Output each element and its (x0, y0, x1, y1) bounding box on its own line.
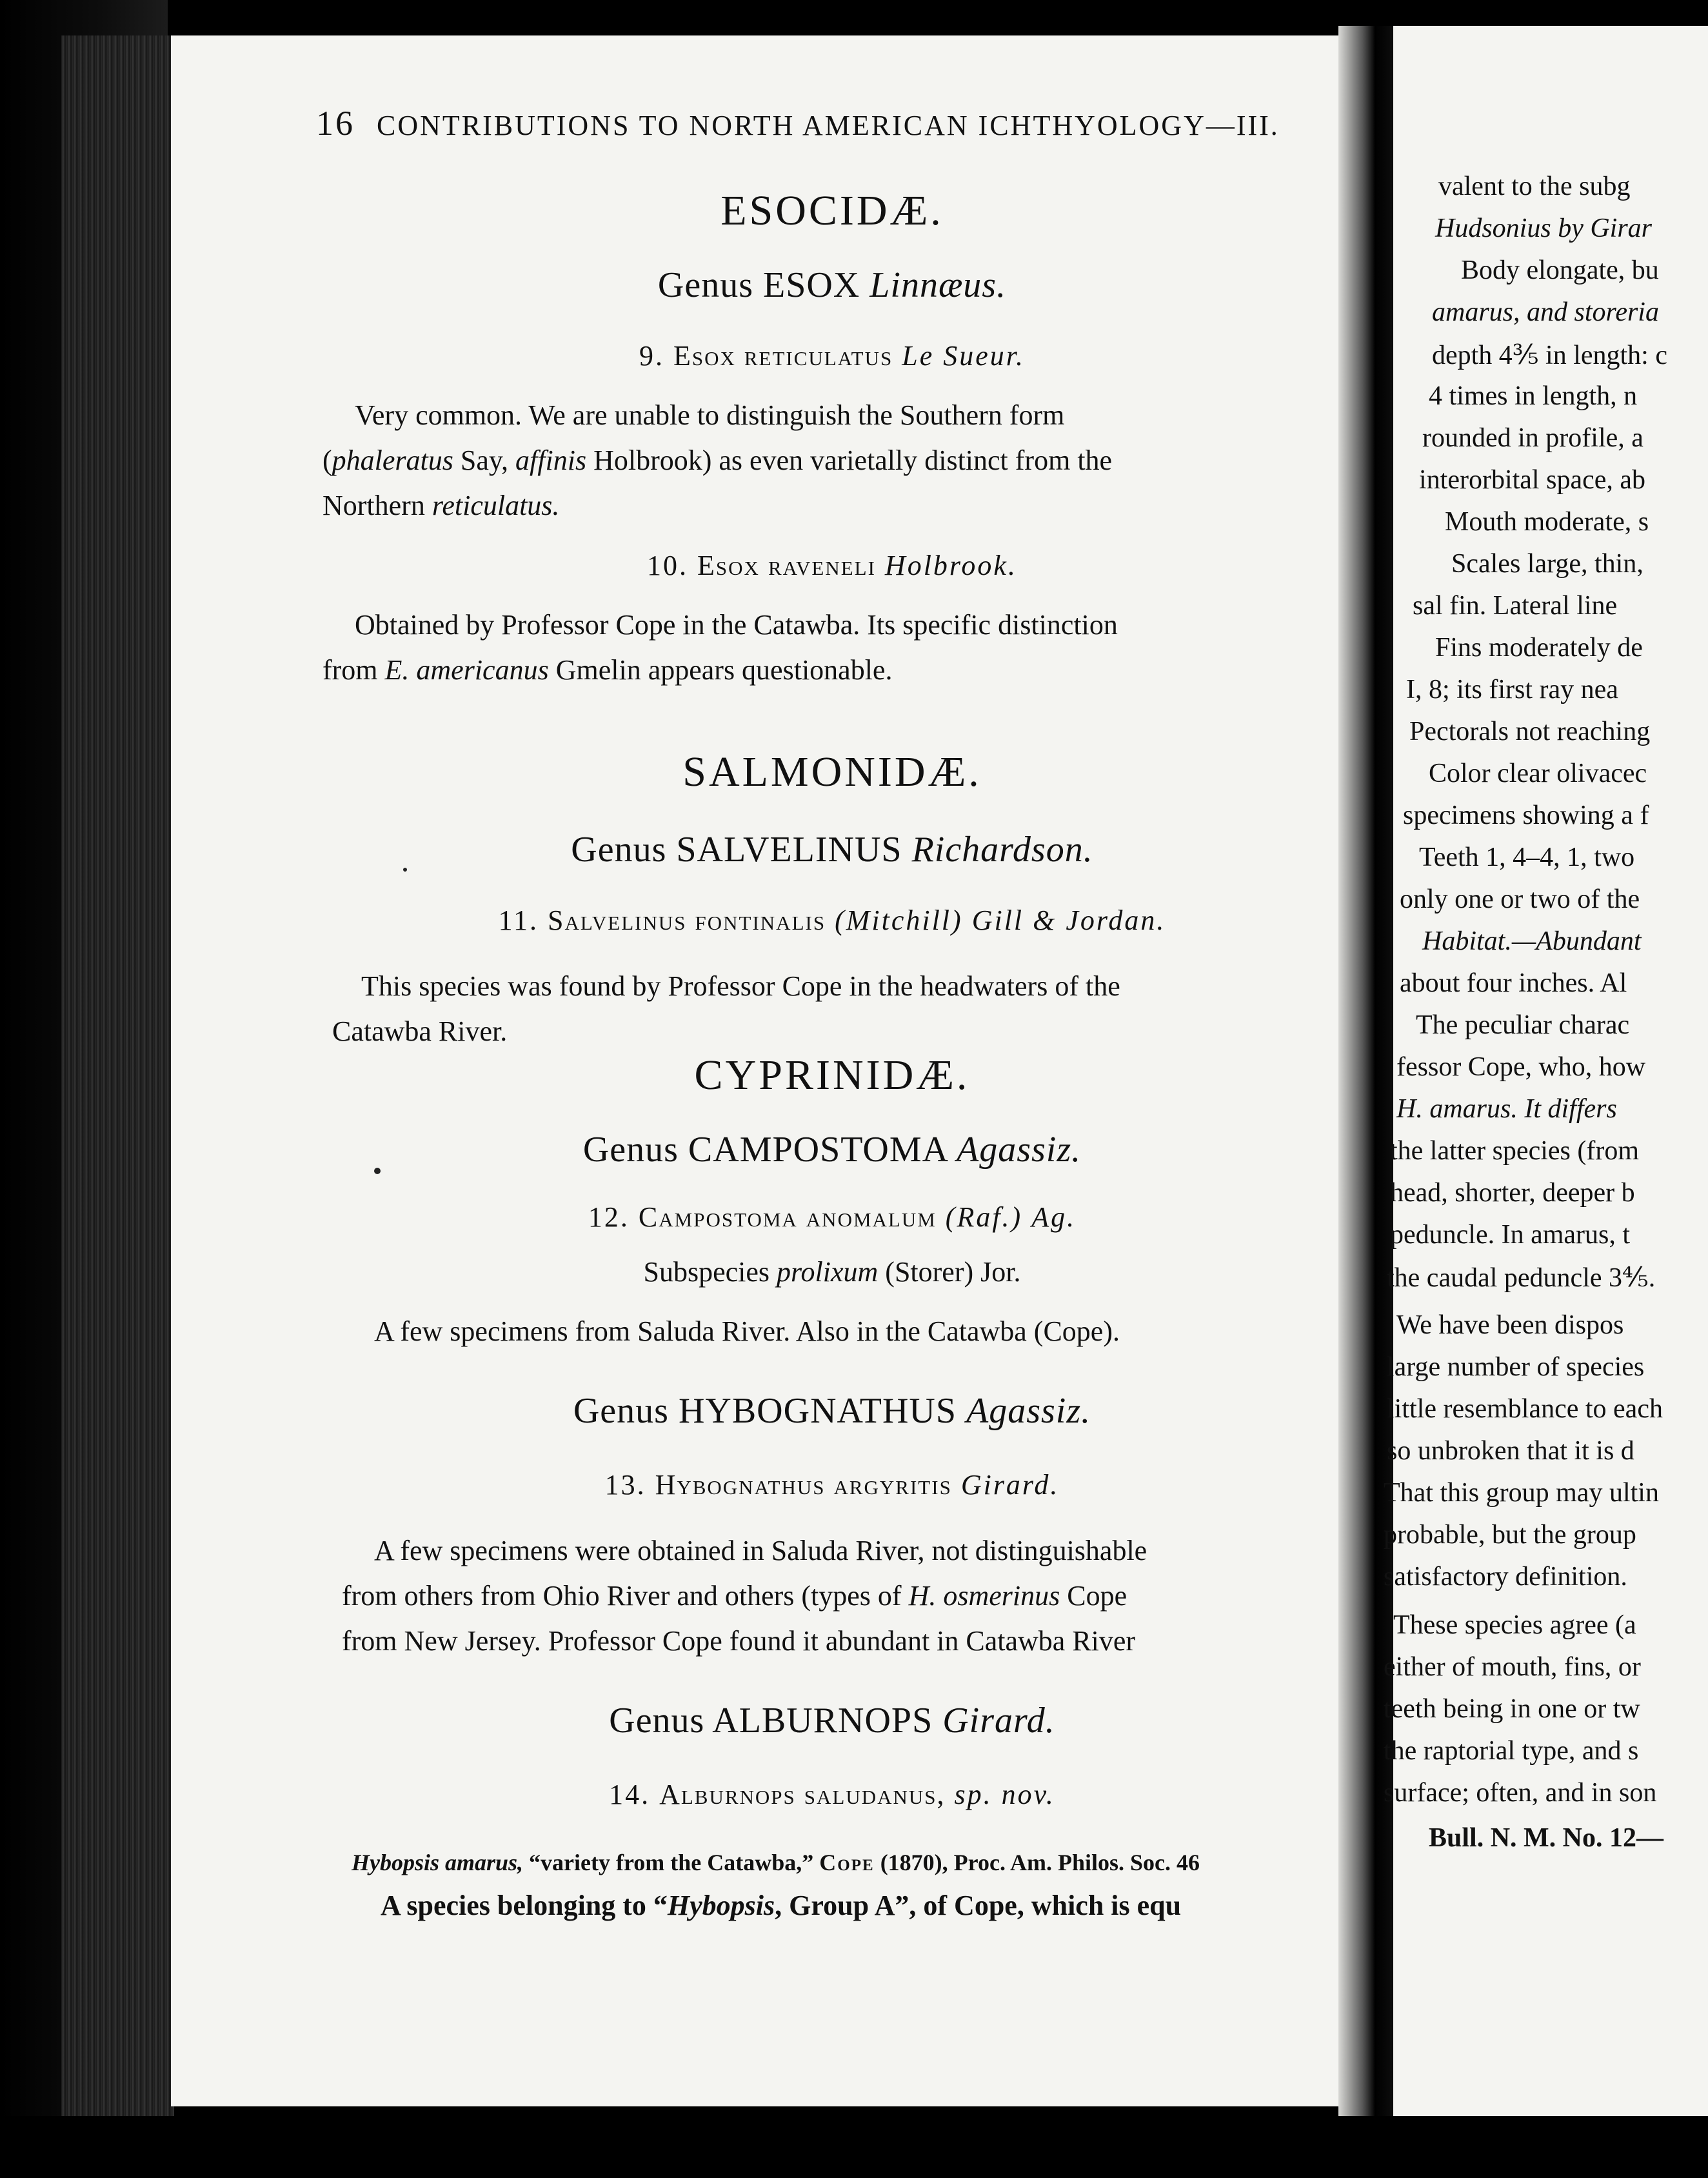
right-page-line: the raptorial type, and s (1384, 1736, 1639, 1766)
species-number: 9. (639, 340, 664, 372)
species-heading-10 (323, 542, 1342, 590)
species-name: Campostoma anomalum (638, 1201, 937, 1233)
text-run-italic: E. americanus (384, 654, 549, 686)
right-page-line: Bull. N. M. No. 12— (1429, 1823, 1664, 1853)
text-run-italic: Hybopsis amarus, (352, 1850, 524, 1875)
right-page-line: teeth being in one or tw (1384, 1694, 1640, 1724)
synonymy-line (352, 1839, 1371, 1886)
right-page-line: We have been dispos (1396, 1310, 1624, 1340)
scan-border-bottom (0, 2116, 1708, 2178)
paragraph-line (323, 439, 1342, 483)
paragraph-line: A few specimens were obtained in Saluda River, not distinguishable (374, 1535, 1147, 1566)
right-page-line: fessor Cope, who, how (1396, 1052, 1646, 1082)
paragraph-line: Catawba River. (332, 1015, 508, 1047)
text-run: from (323, 654, 385, 686)
family-heading-esocidae: ESOCIDÆ. (720, 187, 944, 234)
family-heading-salmonidae: SALMONIDÆ. (682, 748, 982, 795)
text-run: A species belonging to “ (381, 1890, 668, 1921)
species-number: 13. (604, 1469, 646, 1501)
right-page-line: valent to the subg (1438, 172, 1631, 201)
paragraph-line: Very common. We are unable to distinguish the Southern form (355, 399, 1065, 431)
paragraph-line: This species was found by Professor Cope in the headwaters of the (361, 970, 1120, 1002)
paragraph-line (342, 1574, 1342, 1618)
right-page-line: depth 4⅗ in length: c (1432, 341, 1667, 370)
right-page-line: rounded in profile, a (1422, 423, 1643, 453)
subspecies-line (323, 1248, 1342, 1296)
right-page-line: These species agree (a (1393, 1610, 1636, 1640)
text-run: Subspecies (643, 1256, 777, 1288)
text-run: (1870), Proc. Am. Philos. Soc. 46 (874, 1850, 1200, 1875)
genus-heading-campostoma (323, 1126, 1342, 1174)
right-page-line: Fins moderately de (1435, 633, 1643, 663)
text-run: Cope (819, 1850, 875, 1875)
genus-name: Genus HYBOGNATHUS (573, 1391, 957, 1431)
right-page-line: Scales large, thin, (1451, 549, 1643, 579)
genus-heading-esox (323, 261, 1342, 309)
print-speck (403, 868, 407, 872)
right-page-line: That this group may ultin (1384, 1478, 1659, 1508)
book-gutter (1338, 26, 1400, 2129)
species-author: Ag. (1031, 1201, 1077, 1233)
genus-heading-salvelinus (323, 826, 1342, 874)
right-page-line: Mouth moderate, s (1445, 507, 1649, 537)
paragraph-line (381, 1884, 1329, 1928)
species-name: Salvelinus fontinalis (547, 904, 826, 936)
right-page-line: Hudsonius by Girar (1435, 214, 1653, 243)
species-author: (Raf.) (945, 1201, 1023, 1233)
right-page-line: head, shorter, deeper b (1390, 1178, 1635, 1208)
text-run-italic: phaleratus (332, 445, 453, 476)
right-page-line: The peculiar charac (1416, 1010, 1630, 1040)
right-page-line: interorbital space, ab (1419, 465, 1646, 495)
right-page-line: either of mouth, fins, or (1384, 1652, 1641, 1682)
right-page-line: sal fin. Lateral line (1413, 591, 1618, 621)
right-page-line: Color clear olivacec (1429, 759, 1647, 788)
right-page-line: surface; often, and in son (1384, 1778, 1657, 1808)
species-author: Holbrook. (884, 550, 1017, 581)
right-page-line: I, 8; its first ray nea (1406, 675, 1618, 704)
text-run: “variety from the Catawba,” (523, 1850, 820, 1875)
genus-name: Genus SALVELINUS (571, 830, 902, 870)
print-speck (374, 1168, 381, 1174)
species-author: Girard. (960, 1469, 1060, 1501)
paragraph-line (323, 648, 1342, 692)
species-heading-11 (323, 897, 1342, 944)
genus-author: Richardson. (911, 830, 1093, 870)
species-heading-13 (323, 1461, 1342, 1509)
species-author: Gill & Jordan. (971, 904, 1166, 936)
species-name: Esox reticulatus (673, 340, 893, 372)
genus-author: Agassiz. (957, 1130, 1082, 1170)
right-page-line: the latter species (from (1390, 1136, 1639, 1166)
right-page-line: little resemblance to each (1387, 1394, 1663, 1424)
text-run-italic: H. osmerinus (908, 1580, 1060, 1612)
right-page-line: peduncle. In amarus, t (1390, 1220, 1631, 1250)
right-page-line: satisfactory definition. (1384, 1562, 1627, 1592)
paragraph-line: from New Jersey. Professor Cope found it abundant in Catawba River (342, 1625, 1136, 1657)
text-run: (Storer) Jor. (878, 1256, 1021, 1288)
text-run: ( (323, 445, 332, 476)
text-run-italic: reticulatus. (432, 490, 560, 521)
paragraph-line (323, 484, 1342, 528)
genus-author: Agassiz. (966, 1391, 1091, 1431)
running-title: CONTRIBUTIONS TO NORTH AMERICAN ICHTHYOLOGY—III. (377, 110, 1280, 141)
right-page-line: amarus, and storeria (1432, 297, 1659, 327)
page-number: 16 (316, 104, 355, 143)
species-heading-14 (323, 1771, 1342, 1819)
species-heading-12 (323, 1194, 1342, 1241)
genus-name: Genus ESOX (657, 265, 860, 305)
text-run: Say, (453, 445, 516, 476)
text-run: from others from Ohio River and others (types of (342, 1580, 909, 1612)
species-number: 10. (647, 550, 689, 581)
right-page-line: so unbroken that it is d (1387, 1436, 1634, 1466)
right-page-line: Pectorals not reaching (1409, 717, 1651, 746)
text-run: Cope (1060, 1580, 1127, 1612)
species-author: Le Sueur. (902, 340, 1026, 372)
paragraph-line: Obtained by Professor Cope in the Catawba. Its specific distinction (355, 609, 1118, 641)
genus-author: Linnæus. (869, 265, 1007, 305)
right-page-line: Habitat.—Abundant (1422, 926, 1642, 956)
text-run: Gmelin appears questionable. (548, 654, 893, 686)
family-heading-cyprinidae: CYPRINIDÆ. (694, 1052, 970, 1099)
genus-heading-alburnops (323, 1697, 1342, 1744)
text-run: Holbrook) as even varietally distinct from the (586, 445, 1113, 476)
text-run-italic: Hybopsis (667, 1890, 775, 1921)
text-run: , Group A”, of Cope, which is equ (775, 1890, 1182, 1921)
right-page-line: H. amarus. It differs (1396, 1094, 1617, 1124)
genus-heading-hybognathus (323, 1387, 1342, 1435)
right-page-line: only one or two of the (1400, 884, 1640, 914)
genus-name: Genus ALBURNOPS (609, 1701, 933, 1741)
text-run-italic: prolixum (777, 1256, 879, 1288)
right-page-line: large number of species (1387, 1352, 1645, 1382)
right-page-line: about four inches. Al (1400, 968, 1627, 998)
species-name: Esox raveneli (697, 550, 876, 581)
paragraph-line: A few specimens from Saluda River. Also in the Catawba (Cope). (374, 1315, 1120, 1347)
right-page-line: Body elongate, bu (1461, 255, 1659, 285)
text-run: Northern (323, 490, 432, 521)
species-number: 14. (609, 1779, 651, 1810)
species-author: (Mitchill) (835, 904, 963, 936)
genus-author: Girard. (942, 1701, 1055, 1741)
species-name: Alburnops saludanus, (659, 1779, 946, 1810)
species-number: 11. (498, 904, 539, 936)
species-author: sp. nov. (954, 1779, 1055, 1810)
text-run-italic: affinis (515, 445, 587, 476)
genus-name: Genus CAMPOSTOMA (582, 1130, 948, 1170)
right-page-line: the caudal peduncle 3⅘. (1387, 1263, 1656, 1293)
right-page-line: 4 times in length, n (1429, 381, 1638, 411)
species-heading-9 (323, 332, 1342, 380)
species-name: Hybognathus argyritis (655, 1469, 952, 1501)
running-head (316, 103, 1322, 143)
right-page-line: Teeth 1, 4–4, 1, two (1419, 843, 1635, 872)
right-page-line: probable, but the group (1384, 1520, 1636, 1550)
right-page-line: specimens showing a f (1403, 801, 1649, 830)
book-page-edges (61, 35, 174, 2119)
species-number: 12. (588, 1201, 630, 1233)
